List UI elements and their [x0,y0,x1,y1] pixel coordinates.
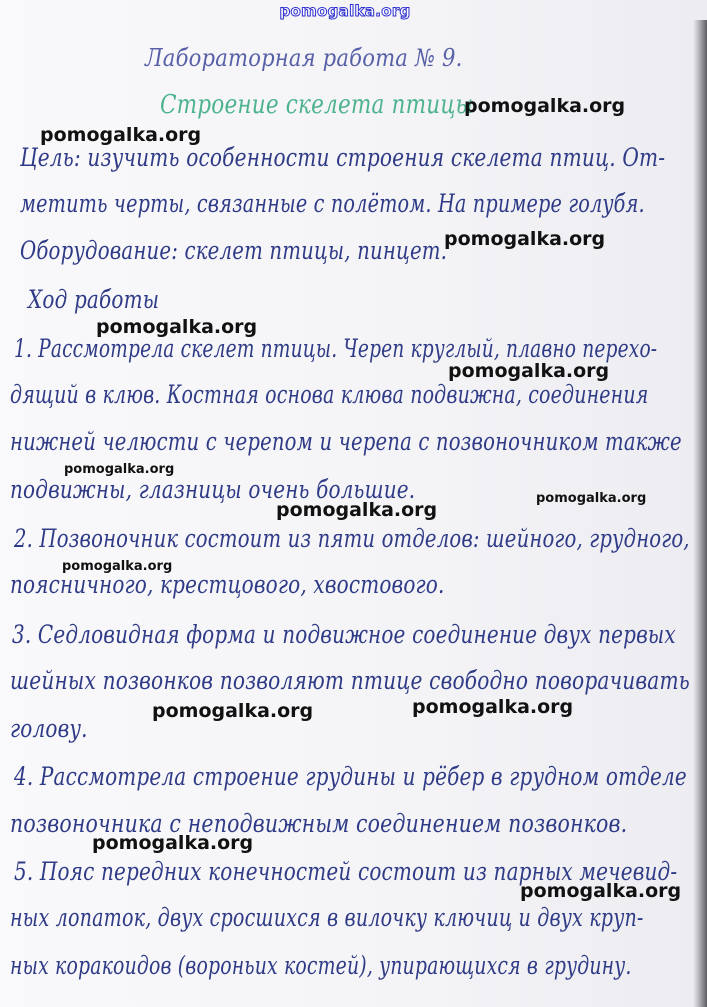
watermark: pomogalka.org [464,95,626,117]
item-3-line-1: 3. Седловидная форма и подвижное соединение двух первых [12,620,676,649]
watermark: pomogalka.org [276,499,438,521]
item-5-line-3: ных коракоидов (вороньих костей), упирающихся в грудину. [10,951,632,980]
item-2-line-1: 2. Позвоночник состоит из пяти отделов: шейного, грудного, [14,524,690,553]
item-5-line-1: 5. Пояс передних конечностей состоит из парных мечевид- [14,857,678,886]
lab-subtitle: Строение скелета птицы [160,90,474,120]
item-1-line-2: дящий в клюв. Костная основа клюва подвижна, соединения [10,380,649,409]
item-4-line-2: позвоночника с неподвижным соединением позвонков. [10,809,628,838]
watermark: pomogalka.org [92,832,254,854]
watermark: pomogalka.org [448,360,610,382]
watermark: pomogalka.org [412,696,574,718]
watermark: pomogalka.org [64,462,175,477]
item-4-line-1: 4. Рассмотрела строение грудины и рёбер в грудном отделе [14,762,687,791]
goal-line-2: метить черты, связанные с полётом. На примере голубя. [20,189,645,218]
item-1-line-4: подвижны, глазницы очень большие. [10,475,416,504]
item-3-line-3: голову. [10,714,88,743]
watermark: pomogalka.org [96,316,258,338]
item-3-line-2: шейных позвонков позволяют птице свободно поворачивать [10,666,690,695]
lab-title: Лабораторная работа № 9. [145,44,463,72]
watermark: pomogalka.org [520,880,682,902]
page-edge-shadow [693,20,707,1007]
watermark-top: pomogalka.org [279,2,411,20]
item-2-line-2: поясничного, крестцового, хвостового. [10,570,445,599]
item-5-line-2: ных лопаток, двух сросшихся в вилочку ключиц и двух круп- [10,903,644,932]
watermark: pomogalka.org [40,124,202,146]
watermark: pomogalka.org [444,228,606,250]
watermark: pomogalka.org [152,700,314,722]
item-1-line-1: 1. Рассмотрела скелет птицы. Череп круглый, плавно перехо- [14,334,658,363]
watermark: pomogalka.org [536,491,647,506]
goal-line-1: Цель: изучить особенности строения скелета птиц. От- [20,143,666,172]
item-1-line-3: нижней челюсти с черепом и черепа с позвоночником также [10,427,682,456]
progress-heading: Ход работы [28,285,160,314]
watermark: pomogalka.org [62,559,173,574]
equipment-line: Оборудование: скелет птицы, пинцет. [20,236,448,265]
